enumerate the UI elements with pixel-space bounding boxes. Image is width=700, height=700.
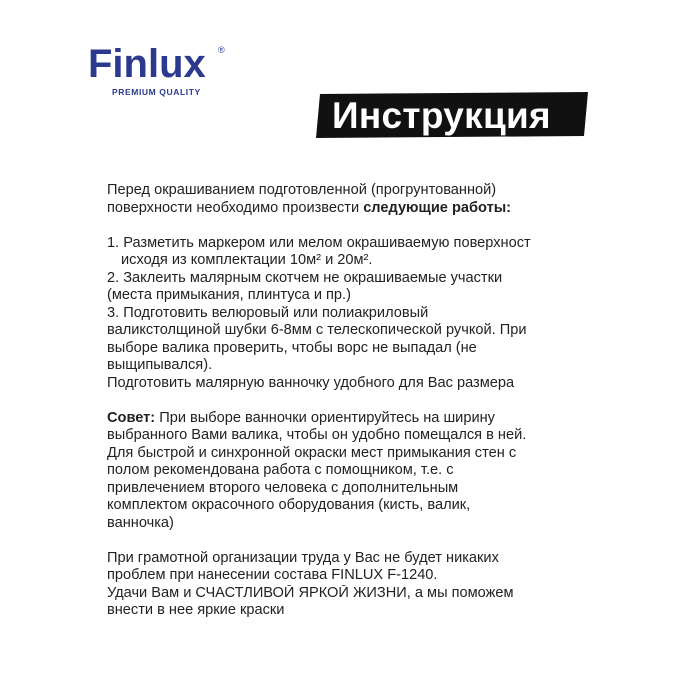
step-line: Подготовить малярную ванночку удобного для Вас размера bbox=[107, 374, 515, 391]
advice-line: ванночка) bbox=[107, 514, 174, 531]
intro-line-1: Перед окрашиванием подготовленной (прогрунтованной) bbox=[107, 182, 497, 198]
advice-line: полом рекомендована работа с помощником, т.е. с bbox=[107, 462, 454, 478]
finlux-logo bbox=[88, 44, 238, 97]
step-line: валикстолщиной шубки 6-8мм с телескопической ручкой. При bbox=[107, 322, 527, 338]
advice-paragraph bbox=[107, 410, 607, 533]
advice-line: Для быстрой и синхронной окраски мест примыкания стен с bbox=[107, 444, 517, 461]
logo-wordmark bbox=[88, 44, 238, 84]
registered-mark: ® bbox=[218, 45, 225, 55]
advice-line: привлечением второго человека с дополнительным bbox=[107, 479, 459, 496]
step-line: 3. Подготовить велюровый или полиакриловый bbox=[107, 304, 429, 321]
step-line: выборе валика проверить, чтобы ворс не выпадал (не bbox=[107, 339, 477, 356]
logo-tagline: PREMIUM QUALITY bbox=[112, 87, 201, 97]
advice-line: комплектом окрасочного оборудования (кисть, валик, bbox=[107, 497, 471, 513]
intro-line-2 bbox=[107, 200, 591, 218]
intro-paragraph bbox=[107, 182, 607, 217]
closing-line: проблем при нанесении состава FINLUX F-1240. bbox=[107, 567, 438, 583]
advice-label: Совет: bbox=[107, 409, 156, 426]
step-line: исходя из комплектации 10м² и 20м². bbox=[121, 252, 373, 268]
advice-line: выбранного Вами валика, чтобы он удобно помещался в ней. bbox=[107, 427, 527, 443]
steps-paragraph bbox=[107, 235, 607, 393]
step-line: 2. Заклеить малярным скотчем не окрашиваемые участки bbox=[107, 269, 503, 286]
step-line: 1. Разметить маркером или мелом окрашиваемую поверхност bbox=[107, 234, 531, 251]
logo-brand-text: Finlux bbox=[88, 42, 206, 86]
instruction-body bbox=[107, 182, 607, 620]
closing-line: При грамотной организации труда у Вас не будет никаких bbox=[107, 549, 499, 566]
intro-line-2-bold: следующие работы: bbox=[363, 199, 512, 216]
intro-line-2-text: поверхности необходимо произвести bbox=[107, 199, 364, 216]
closing-line: Удачи Вам и СЧАСТЛИВОЙ ЯРКОЙ ЖИЗНИ, а мы поможем bbox=[107, 584, 514, 601]
closing-paragraph bbox=[107, 550, 607, 620]
closing-line: внести в нее яркие краски bbox=[107, 602, 285, 618]
step-line: (места примыкания, плинтуса и пр.) bbox=[107, 287, 351, 303]
advice-line-1-text: При выборе ванночки ориентируйтесь на ширину bbox=[155, 409, 495, 426]
title-banner bbox=[316, 92, 588, 138]
step-line: выщипывался). bbox=[107, 357, 213, 373]
page-title: Инструкция bbox=[332, 95, 551, 136]
advice-line-1 bbox=[107, 410, 591, 428]
